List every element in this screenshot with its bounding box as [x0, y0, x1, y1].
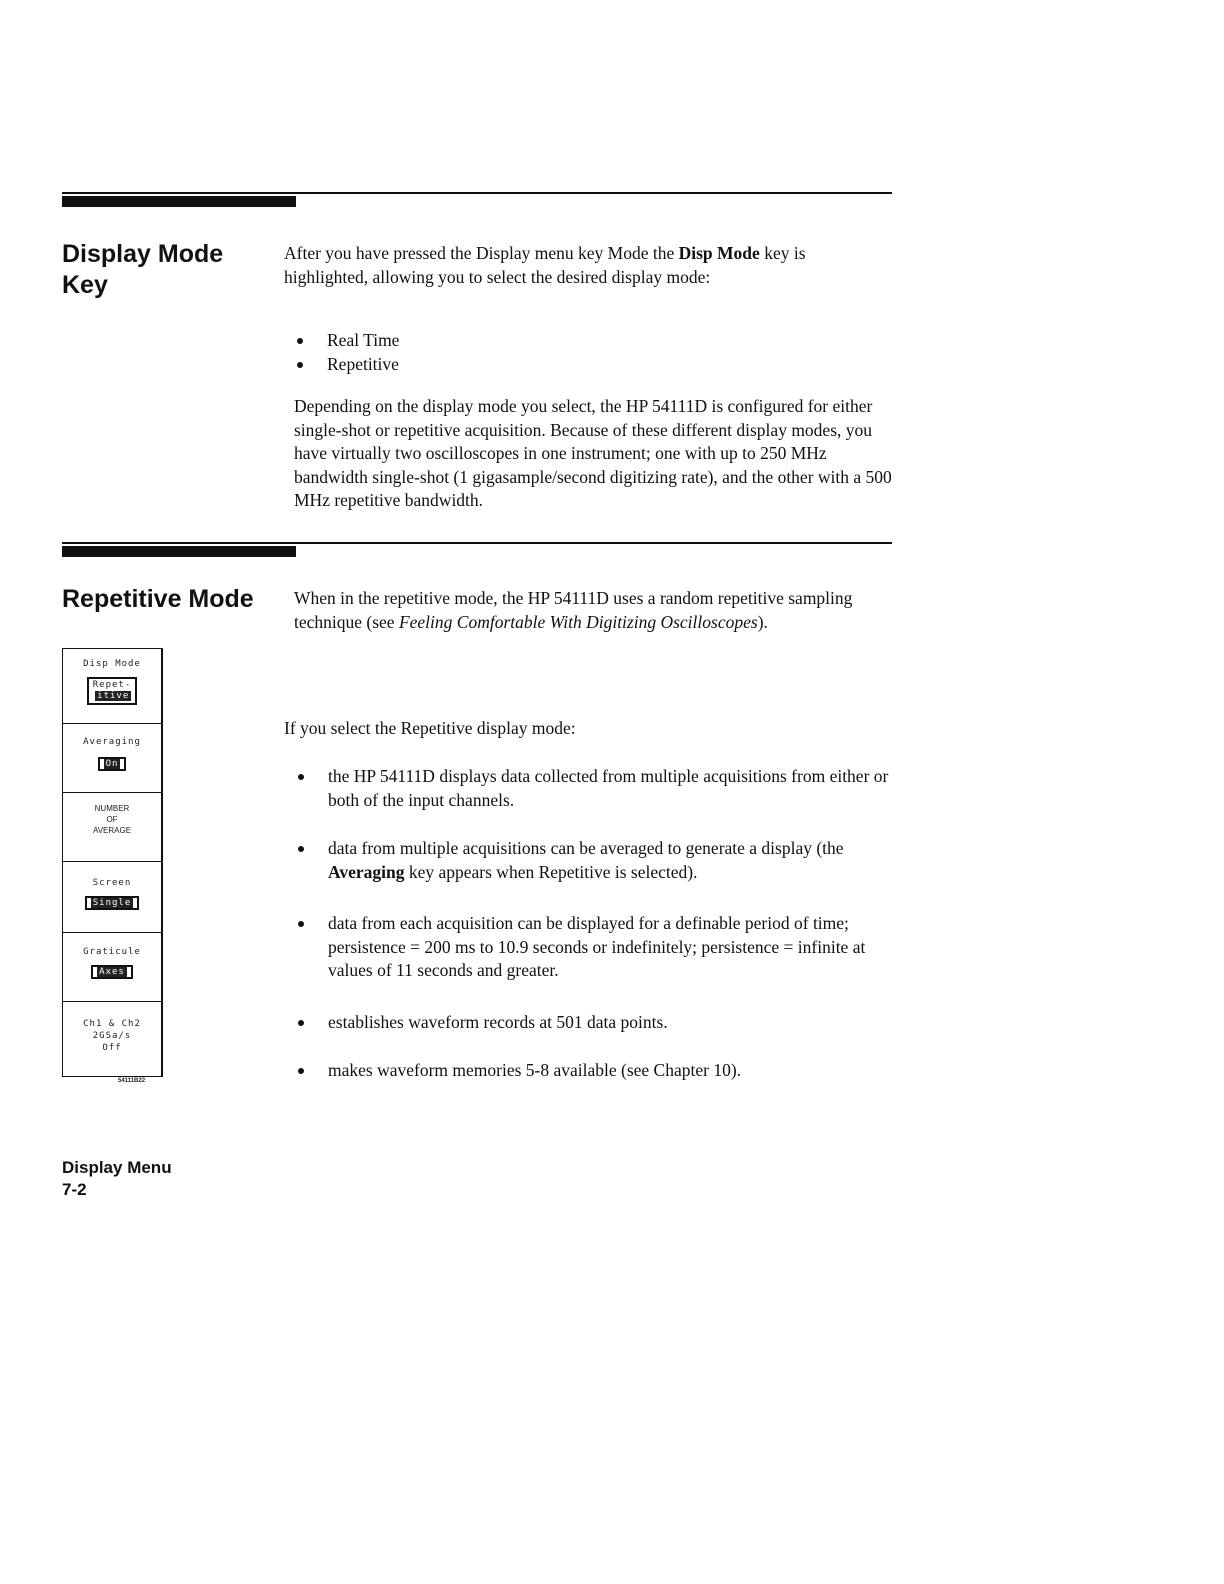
figure-part-number: 54111B22: [118, 1078, 146, 1084]
display-mode-list: [293, 329, 693, 376]
repetitive-select-text: If you select the Repetitive display mode:: [284, 718, 576, 738]
footer-page-number: 7-2: [62, 1180, 87, 1199]
softkey-menu-illustration: [62, 648, 163, 1077]
section-rule-bar-top: [62, 196, 296, 207]
section-rule-middle: [62, 542, 892, 544]
softkey-averaging: Averaging On: [63, 724, 161, 793]
softkey-number-of-average: NUMBER OF AVERAGE: [63, 793, 161, 862]
list-item: Repetitive: [293, 353, 693, 377]
footer-section-name: Display Menu: [62, 1158, 172, 1177]
section-rule-top: [62, 192, 892, 194]
list-item: data from multiple acquisitions can be averaged to generate a display (the Averaging key appears when Repetitive is selected).: [294, 837, 894, 884]
repetitive-mode-list: [294, 765, 894, 1083]
disp-mode-value-box: Repet- itive: [87, 677, 138, 705]
softkey-disp-mode: Disp Mode Repet- itive: [63, 649, 161, 724]
display-mode-intro: After you have pressed the Display menu key Mode the Disp Mode key is highlighted, allowing you to select the desired display mode:: [284, 243, 806, 287]
list-item: establishes waveform records at 501 data points.: [294, 1011, 894, 1035]
section-rule-bar-middle: [62, 546, 296, 557]
list-item: Real Time: [293, 329, 693, 353]
softkey-screen: Screen Single: [63, 862, 161, 933]
softkey-channel-config: Ch1 & Ch2 2GSa/s Off: [83, 1019, 141, 1053]
softkey-graticule: Graticule Axes: [63, 933, 161, 1002]
list-item: makes waveform memories 5-8 available (see Chapter 10).: [294, 1059, 894, 1083]
disp-mode-key-label: Disp Mode: [678, 243, 760, 263]
repetitive-mode-intro: When in the repetitive mode, the HP 54111D uses a random repetitive sampling technique (see Feeling Comfortable With Digitizing Oscilloscopes).: [294, 588, 853, 632]
section-heading-display-mode-key: Display Mode Key: [62, 240, 224, 299]
list-item: data from each acquisition can be displayed for a definable period of time; persistence = 200 ms to 10.9 seconds or indefinitely; persistence = infinite at values of 11 seconds and greater.: [294, 912, 894, 983]
section-heading-repetitive-mode: Repetitive Mode: [62, 585, 254, 613]
display-mode-body: Depending on the display mode you select, the HP 54111D is configured for either single-shot or repetitive acquisition. Because of these different display modes, you have virtually two oscilloscopes in one instrument; one with up to 250 MHz bandwidth single-shot (1 gigasample/second digitizing rate), and the other with a 500 MHz repetitive bandwidth.: [294, 396, 892, 510]
list-item: the HP 54111D displays data collected from multiple acquisitions from either or both of the input channels.: [294, 765, 894, 812]
